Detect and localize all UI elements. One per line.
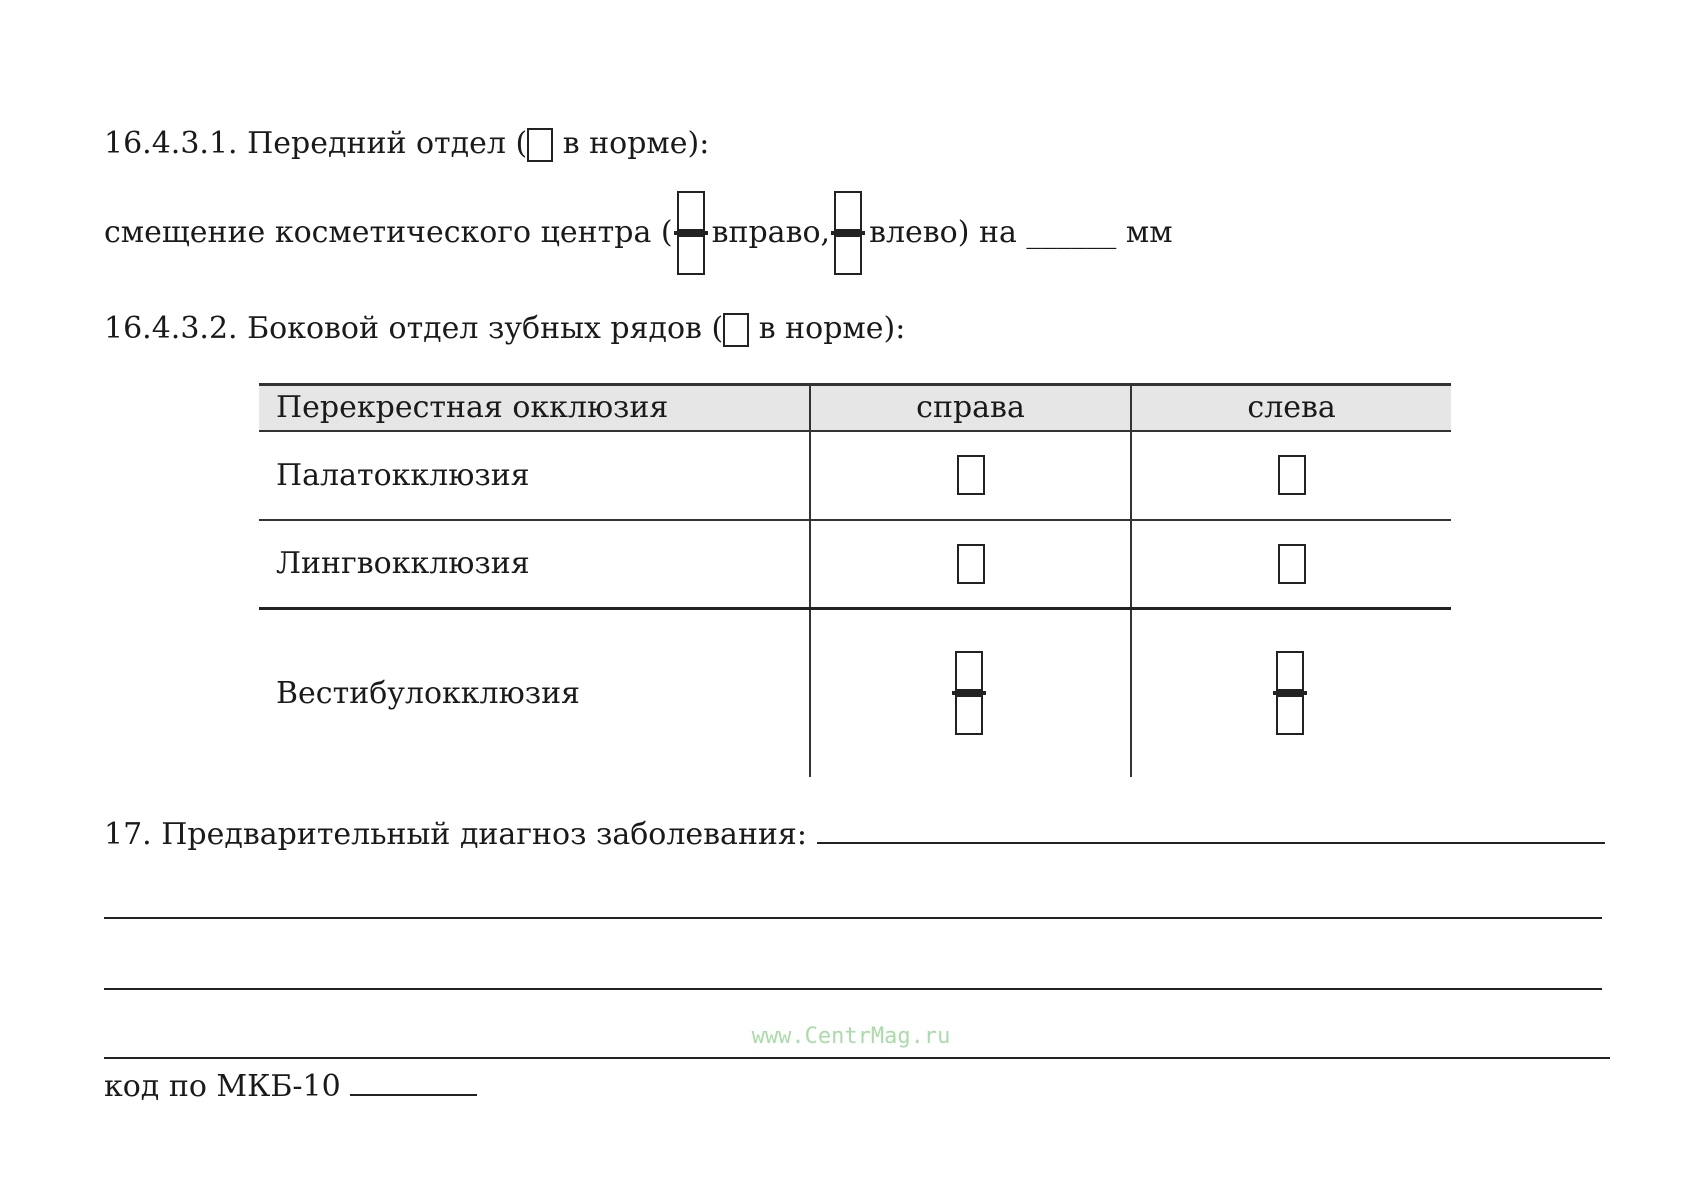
lateral-normal-checkbox[interactable]: [723, 313, 749, 347]
cell: [810, 520, 1131, 609]
cell: [1131, 609, 1451, 777]
palato-left-checkbox[interactable]: [1278, 455, 1306, 495]
cell: [810, 431, 1131, 520]
vestibulo-right-upper-checkbox[interactable]: [955, 651, 983, 691]
shift-prefix: смещение косметического центра (: [104, 215, 673, 250]
diagnosis-line-3[interactable]: [104, 988, 1602, 990]
row-label-lingvo: Лингвокклюзия: [259, 520, 810, 609]
diagnosis-line-4[interactable]: [104, 1057, 1610, 1059]
row-label-vestibulo: Вестибулокклюзия: [276, 675, 580, 711]
diagnosis-line: [104, 816, 1605, 850]
vestibulo-right-lower-checkbox[interactable]: [955, 695, 983, 735]
lingvo-left-checkbox[interactable]: [1278, 544, 1306, 584]
front-normal-checkbox[interactable]: [527, 128, 553, 162]
table-row: [259, 520, 1451, 609]
icd-code-field[interactable]: [350, 1068, 477, 1096]
vestibulo-right-checkbox-pair: [955, 651, 986, 735]
cell: [810, 609, 1131, 777]
section-16432-prefix: 16.4.3.2. Боковой отдел зубных рядов (: [104, 311, 724, 346]
table-row: [259, 609, 1451, 777]
shift-left-checkbox-pair: [834, 191, 865, 275]
section-16431: [104, 128, 709, 162]
table-row: [259, 431, 1451, 520]
header-right: справа: [810, 385, 1131, 431]
table-header-row: [259, 385, 1451, 431]
diagnosis-label: 17. Предварительный диагноз заболевания:: [104, 817, 817, 852]
section-16432-suffix: в норме):: [749, 311, 906, 346]
lingvo-right-checkbox[interactable]: [957, 544, 985, 584]
icd-line: [104, 1068, 477, 1102]
diagnosis-field[interactable]: [817, 816, 1605, 844]
vestibulo-left-lower-checkbox[interactable]: [1276, 695, 1304, 735]
row-label-palato: Палатокклюзия: [259, 431, 810, 520]
diagnosis-line-2[interactable]: [104, 917, 1602, 919]
watermark: www.CentrMag.ru: [751, 1024, 951, 1049]
icd-label: код по МКБ-10: [104, 1069, 351, 1104]
section-16431-suffix: в норме):: [553, 126, 710, 161]
section-16432: [104, 313, 905, 347]
shift-left-lower-checkbox[interactable]: [834, 235, 862, 275]
shift-left-label: влево) на ______ мм: [869, 215, 1173, 250]
shift-right-lower-checkbox[interactable]: [677, 235, 705, 275]
vestibulo-left-upper-checkbox[interactable]: [1276, 651, 1304, 691]
shift-right-upper-checkbox[interactable]: [677, 191, 705, 231]
section-16431-prefix: 16.4.3.1. Передний отдел (: [104, 126, 528, 161]
header-occlusion: Перекрестная окклюзия: [259, 385, 810, 431]
cell: [1131, 520, 1451, 609]
shift-line: [104, 188, 1173, 278]
vestibulo-left-checkbox-pair: [1276, 651, 1307, 735]
palato-right-checkbox[interactable]: [957, 455, 985, 495]
shift-right-label: вправо,: [711, 215, 831, 250]
header-left: слева: [1131, 385, 1451, 431]
shift-left-upper-checkbox[interactable]: [834, 191, 862, 231]
occlusion-table: [259, 383, 1451, 777]
cell: [1131, 431, 1451, 520]
shift-right-checkbox-pair: [677, 191, 708, 275]
